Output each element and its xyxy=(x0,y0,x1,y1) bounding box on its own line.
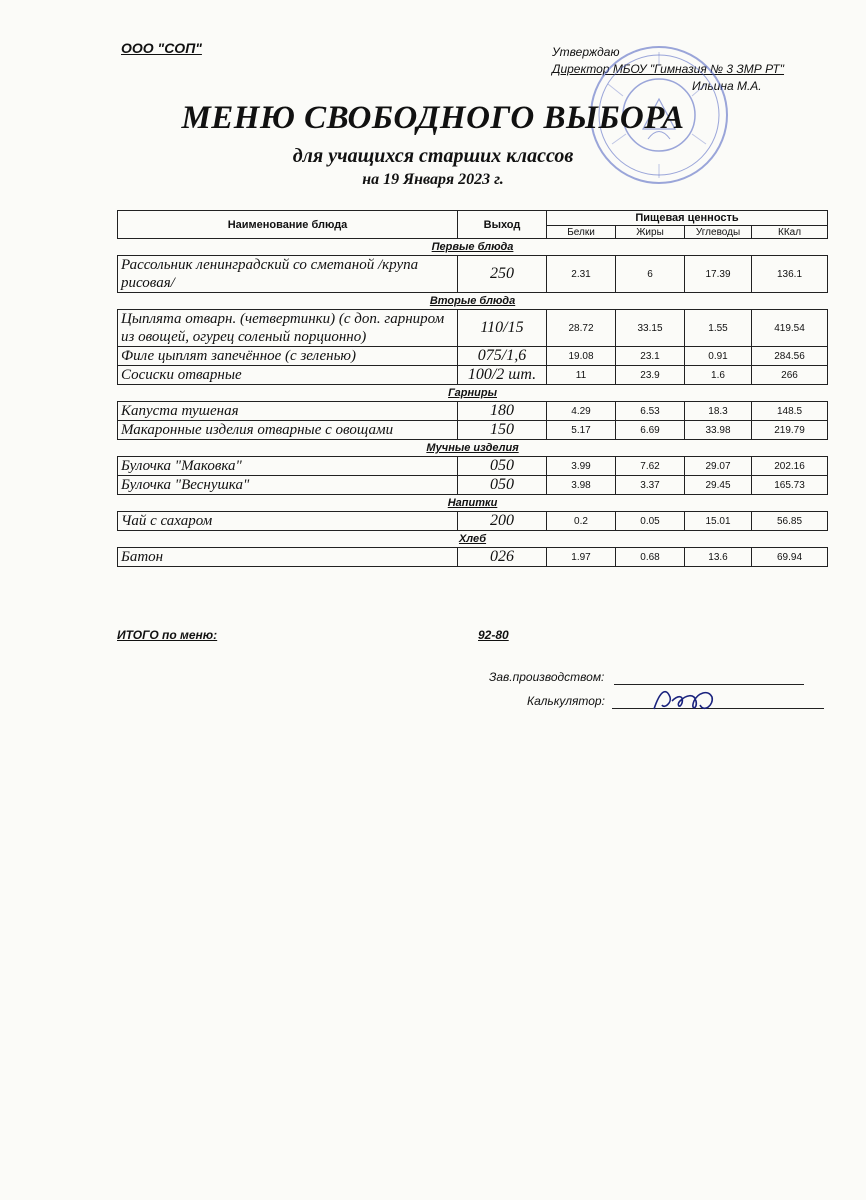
approve-position: Директор МБОУ "Гимназия № 3 ЗМР РТ" xyxy=(552,62,785,76)
dish-kcal: 148.5 xyxy=(752,402,828,421)
dish-fats: 3.37 xyxy=(616,476,685,495)
column-header-name: Наименование блюда xyxy=(118,211,458,239)
section-row xyxy=(118,239,828,256)
dish-name: Батон xyxy=(118,548,458,567)
dish-kcal: 56.85 xyxy=(752,512,828,531)
menu-subtitle: для учащихся старших классов xyxy=(292,145,574,167)
dish-carbs: 17.39 xyxy=(685,256,752,293)
menu-table xyxy=(117,210,828,567)
dish-name: Рассольник ленинградский со сметаной /крупа рисовая/ xyxy=(118,256,458,293)
approve-person: Ильина М.А. xyxy=(692,79,762,93)
dish-fats: 6 xyxy=(616,256,685,293)
dish-kcal: 419.54 xyxy=(752,310,828,347)
column-header-nutrition: Пищевая ценность xyxy=(547,211,828,226)
dish-name: Сосиски отварные xyxy=(118,366,458,385)
dish-fats: 33.15 xyxy=(616,310,685,347)
dish-name: Булочка "Веснушка" xyxy=(118,476,458,495)
approve-heading: Утверждаю xyxy=(552,45,620,59)
section-title: Гарниры xyxy=(448,387,497,399)
dish-output: 026 xyxy=(458,548,547,567)
dish-name: Макаронные изделия отварные с овощами xyxy=(118,421,458,440)
section-title: Мучные изделия xyxy=(426,442,519,454)
dish-proteins: 4.29 xyxy=(547,402,616,421)
section-title: Хлеб xyxy=(458,533,487,545)
dish-name: Чай с сахаром xyxy=(118,512,458,531)
dish-fats: 23.9 xyxy=(616,366,685,385)
company-name: ООО "СОП" xyxy=(121,40,202,56)
section-row xyxy=(118,440,828,457)
menu-body xyxy=(118,239,828,567)
dish-kcal: 136.1 xyxy=(752,256,828,293)
dish-name: Булочка "Маковка" xyxy=(118,457,458,476)
dish-carbs: 29.45 xyxy=(685,476,752,495)
dish-proteins: 1.97 xyxy=(547,548,616,567)
dish-row xyxy=(118,256,828,293)
dish-fats: 7.62 xyxy=(616,457,685,476)
dish-fats: 0.68 xyxy=(616,548,685,567)
dish-row xyxy=(118,512,828,531)
column-header-kcal: ККал xyxy=(752,226,828,239)
dish-name: Цыплята отварн. (четвертинки) (с доп. гарниром из овощей, огурец соленый порционно) xyxy=(118,310,458,347)
dish-fats: 0.05 xyxy=(616,512,685,531)
dish-kcal: 69.94 xyxy=(752,548,828,567)
menu-title: МЕНЮ СВОБОДНОГО ВЫБОРА xyxy=(181,100,685,136)
dish-row xyxy=(118,476,828,495)
dish-kcal: 219.79 xyxy=(752,421,828,440)
total-label: ИТОГО по меню: xyxy=(117,628,218,642)
dish-fats: 6.69 xyxy=(616,421,685,440)
section-row xyxy=(118,495,828,512)
dish-output: 050 xyxy=(458,457,547,476)
dish-carbs: 1.6 xyxy=(685,366,752,385)
dish-output: 200 xyxy=(458,512,547,531)
dish-row xyxy=(118,310,828,347)
production-manager-label: Зав.производством: xyxy=(489,670,605,684)
dish-proteins: 19.08 xyxy=(547,347,616,366)
dish-kcal: 266 xyxy=(752,366,828,385)
dish-row xyxy=(118,366,828,385)
dish-row xyxy=(118,402,828,421)
dish-kcal: 284.56 xyxy=(752,347,828,366)
dish-carbs: 13.6 xyxy=(685,548,752,567)
dish-output: 100/2 шт. xyxy=(458,366,547,385)
section-row xyxy=(118,293,828,310)
menu-date: на 19 Января 2023 г. xyxy=(362,171,504,188)
column-header-proteins: Белки xyxy=(547,226,616,239)
dish-output: 250 xyxy=(458,256,547,293)
dish-fats: 6.53 xyxy=(616,402,685,421)
dish-row xyxy=(118,548,828,567)
dish-proteins: 3.98 xyxy=(547,476,616,495)
dish-kcal: 165.73 xyxy=(752,476,828,495)
dish-fats: 23.1 xyxy=(616,347,685,366)
section-title: Напитки xyxy=(447,497,498,509)
dish-carbs: 29.07 xyxy=(685,457,752,476)
dish-proteins: 2.31 xyxy=(547,256,616,293)
dish-proteins: 3.99 xyxy=(547,457,616,476)
dish-row xyxy=(118,347,828,366)
section-title: Вторые блюда xyxy=(429,295,516,307)
dish-carbs: 1.55 xyxy=(685,310,752,347)
section-title: Первые блюда xyxy=(431,241,514,253)
column-header-carbs: Углеводы xyxy=(685,226,752,239)
section-row xyxy=(118,531,828,548)
calculator-label: Калькулятор: xyxy=(527,694,605,708)
dish-proteins: 28.72 xyxy=(547,310,616,347)
dish-output: 110/15 xyxy=(458,310,547,347)
dish-output: 150 xyxy=(458,421,547,440)
dish-output: 050 xyxy=(458,476,547,495)
dish-carbs: 18.3 xyxy=(685,402,752,421)
total-value: 92-80 xyxy=(478,628,509,642)
dish-proteins: 0.2 xyxy=(547,512,616,531)
column-header-output: Выход xyxy=(458,211,547,239)
dish-output: 075/1,6 xyxy=(458,347,547,366)
dish-name: Филе цыплят запечённое (с зеленью) xyxy=(118,347,458,366)
dish-carbs: 33.98 xyxy=(685,421,752,440)
dish-proteins: 11 xyxy=(547,366,616,385)
dish-carbs: 0.91 xyxy=(685,347,752,366)
dish-kcal: 202.16 xyxy=(752,457,828,476)
dish-name: Капуста тушеная xyxy=(118,402,458,421)
dish-output: 180 xyxy=(458,402,547,421)
dish-proteins: 5.17 xyxy=(547,421,616,440)
dish-row xyxy=(118,421,828,440)
column-header-fats: Жиры xyxy=(616,226,685,239)
dish-row xyxy=(118,457,828,476)
section-row xyxy=(118,385,828,402)
dish-carbs: 15.01 xyxy=(685,512,752,531)
calculator-signature xyxy=(650,683,720,717)
